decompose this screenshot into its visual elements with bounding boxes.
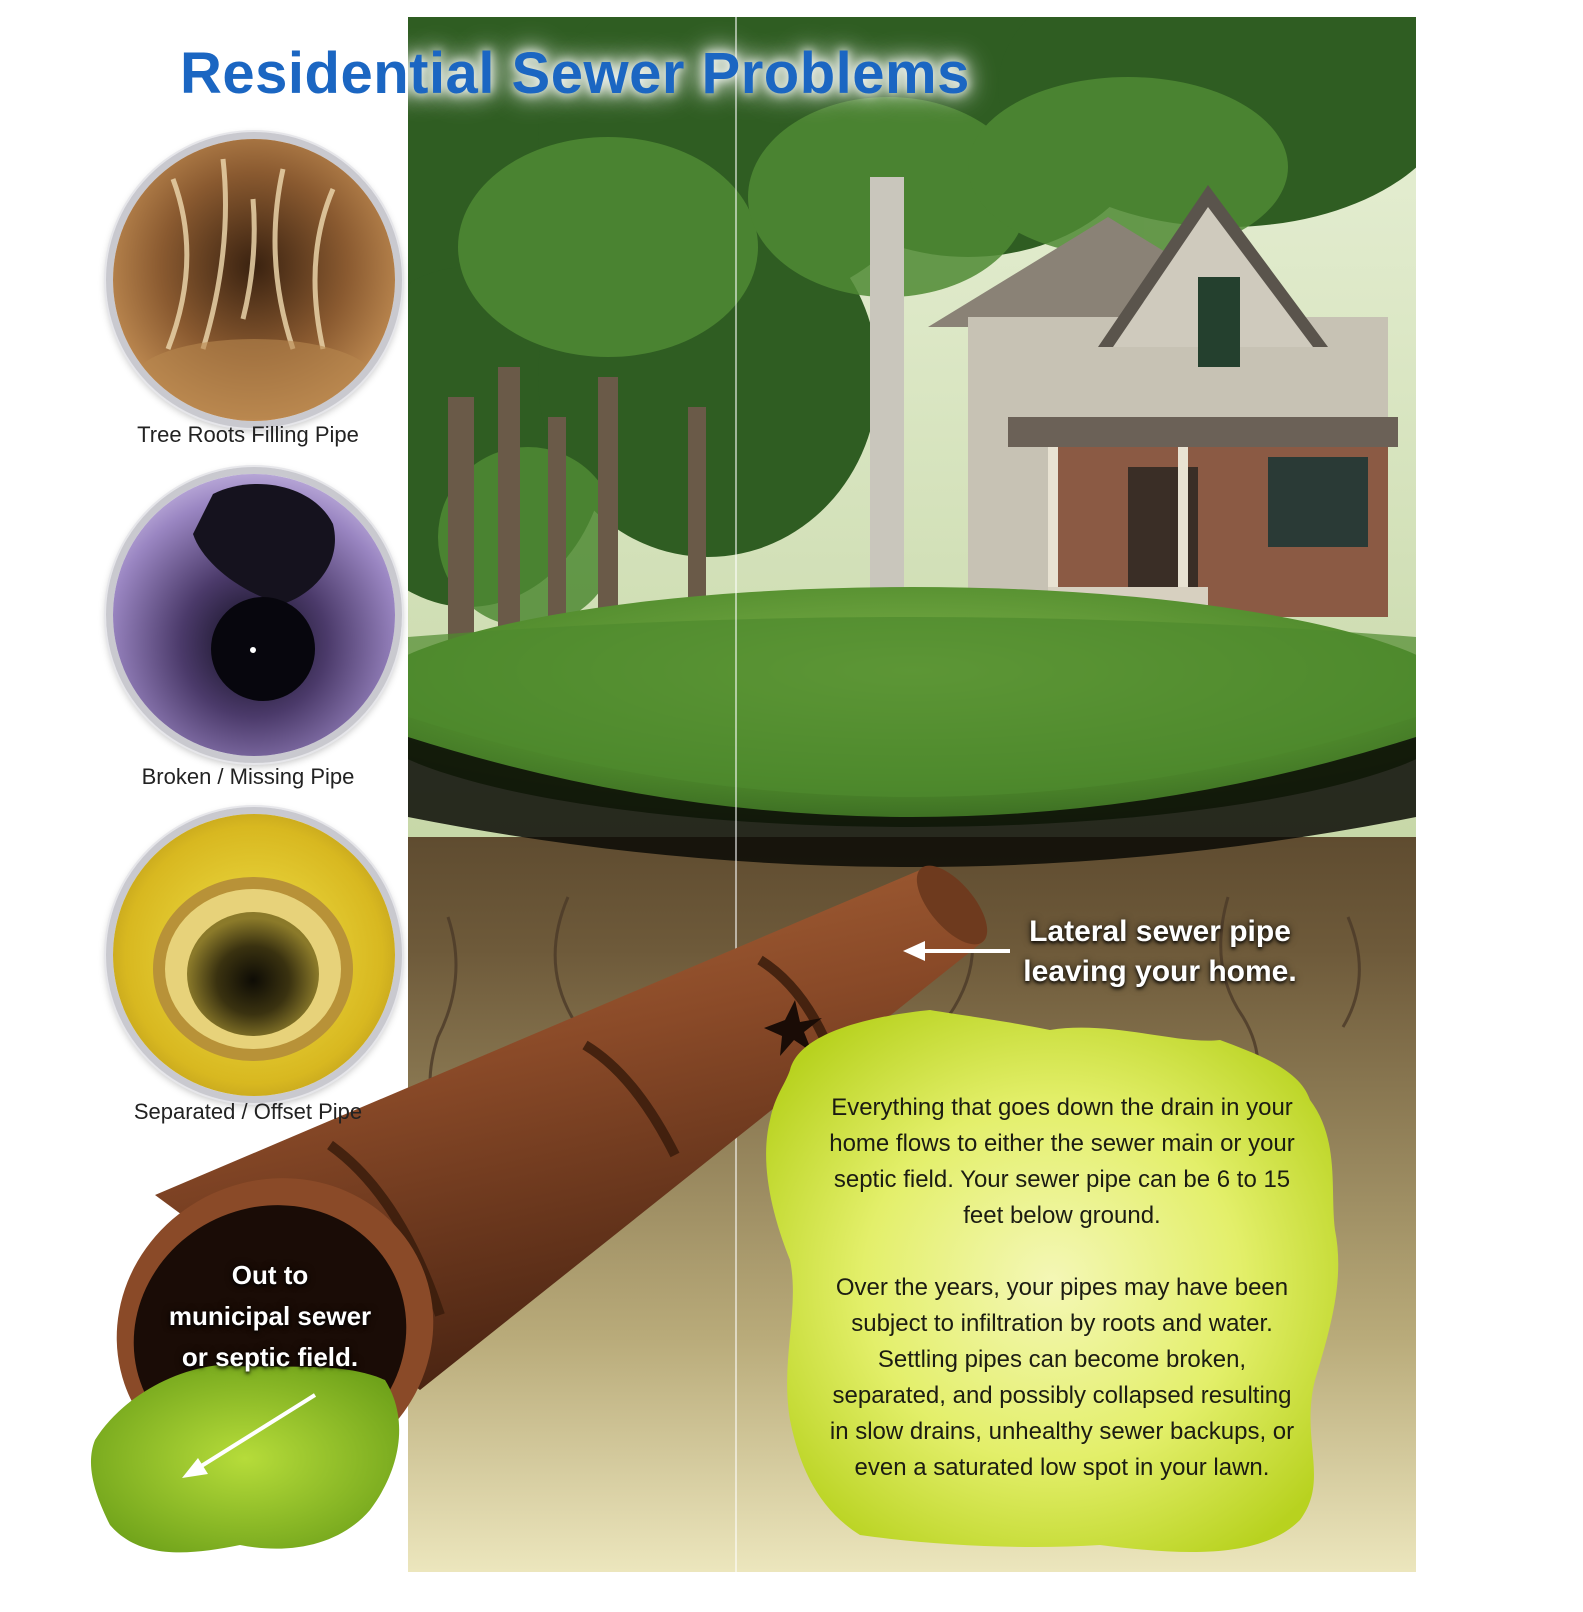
tree-roots-pipe-icon [113,139,395,421]
body-paragraph-2: Over the years, your pipes may have been subject to infiltration by roots and water. Settling pipes can become broken, separated, and possibly collapsed resulting in slow drains, unhealthy sewer backups, or even a saturated low spot in your lawn. [829,1274,1295,1481]
lateral-pipe-label [990,912,1330,992]
lateral-label-line-2: leaving your home. [1023,955,1297,988]
tree-roots-photo [106,132,402,428]
outlet-label [150,1255,390,1378]
outlet-label-line-1: Out to [231,1260,309,1290]
lateral-label-line-1: Lateral sewer pipe [1029,915,1291,948]
tree-roots-caption: Tree Roots Filling Pipe [137,422,359,447]
offset-pipe-icon [113,814,395,1096]
broken-pipe-icon [113,474,395,756]
body-paragraph-1: Everything that goes down the drain in your home flows to either the sewer main or your septic field. Your sewer pipe can be 6 to 15 feet below ground. [829,1094,1295,1229]
offset-pipe-caption: Separated / Offset Pipe [133,1099,363,1124]
broken-pipe-photo [106,467,402,763]
offset-pipe-photo [106,807,402,1103]
page-title: Residential Sewer Problems [180,41,970,106]
outlet-label-line-3: or septic field. [181,1342,359,1372]
broken-pipe-caption: Broken / Missing Pipe [141,764,355,789]
outlet-label-line-2: municipal sewer [168,1301,372,1331]
